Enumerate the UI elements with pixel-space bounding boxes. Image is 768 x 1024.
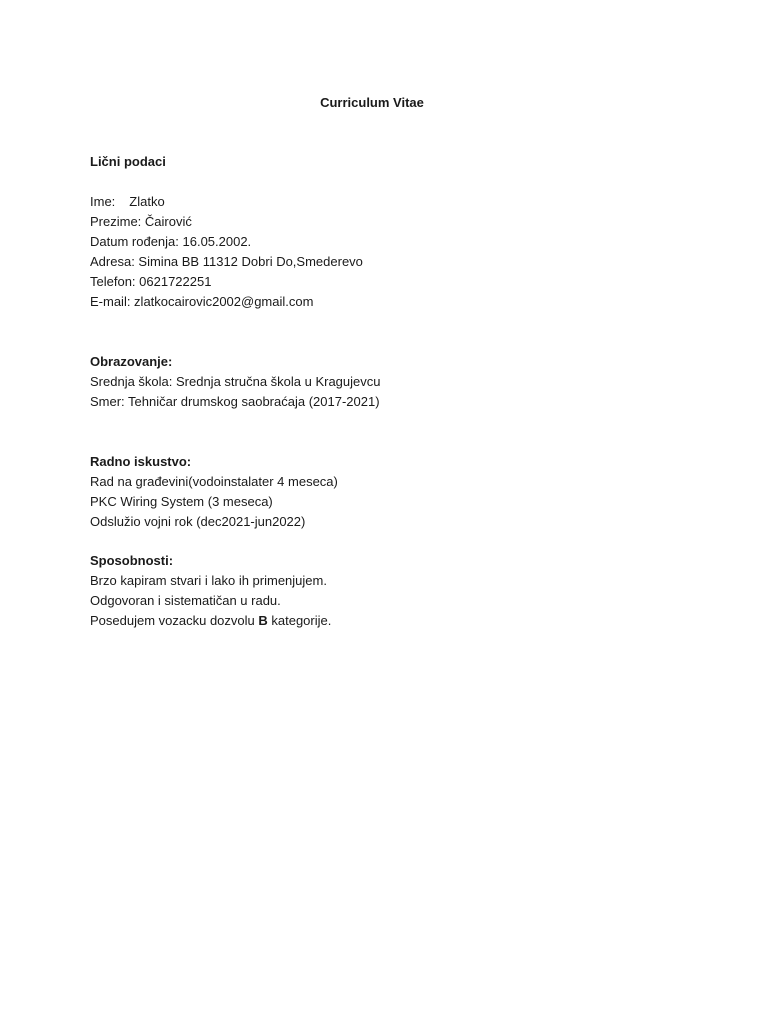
personal-ime: [90, 192, 363, 212]
license-prefix: Posedujem vozacku dozvolu: [90, 613, 259, 628]
section-education: [90, 352, 381, 412]
section-experience: [90, 452, 338, 532]
personal-prezime: Prezime: Čairović: [90, 214, 192, 229]
skills-item: Brzo kapiram stvari i lako ih primenjujem.: [90, 573, 327, 588]
personal-datum-rodjenja: Datum rođenja: 16.05.2002.: [90, 234, 252, 249]
experience-item: Odslužio vojni rok (dec2021-jun2022): [90, 514, 306, 529]
section-personal: [90, 152, 166, 172]
license-category: B: [258, 613, 268, 628]
experience-item: Rad na građevini(vodoinstalater 4 meseca): [90, 474, 338, 489]
section-skills: [90, 551, 331, 631]
skills-item: Odgovoran i sistematičan u radu.: [90, 593, 281, 608]
experience-heading: Radno iskustvo:: [90, 454, 192, 469]
document-title: Curriculum Vitae: [320, 95, 424, 110]
personal-adresa: Adresa: Simina BB 11312 Dobri Do,Smederevo: [90, 254, 363, 269]
education-heading: Obrazovanje:: [90, 354, 173, 369]
personal-telefon: Telefon: 0621722251: [90, 274, 212, 289]
education-major: Smer: Tehničar drumskog saobraćaja (2017-2021): [90, 394, 380, 409]
license-suffix: kategorije.: [267, 613, 332, 628]
skills-heading: Sposobnosti:: [90, 553, 174, 568]
skills-license: [90, 611, 331, 631]
education-school: Srednja škola: Srednja stručna škola u Kragujevcu: [90, 374, 381, 389]
personal-heading: Lični podaci: [90, 154, 166, 169]
ime-value: Zlatko: [129, 194, 165, 209]
experience-item: PKC Wiring System (3 meseca): [90, 494, 273, 509]
section-personal-details: [90, 192, 363, 312]
personal-email: E-mail: zlatkocairovic2002@gmail.com: [90, 294, 314, 309]
ime-label: Ime:: [90, 194, 116, 209]
